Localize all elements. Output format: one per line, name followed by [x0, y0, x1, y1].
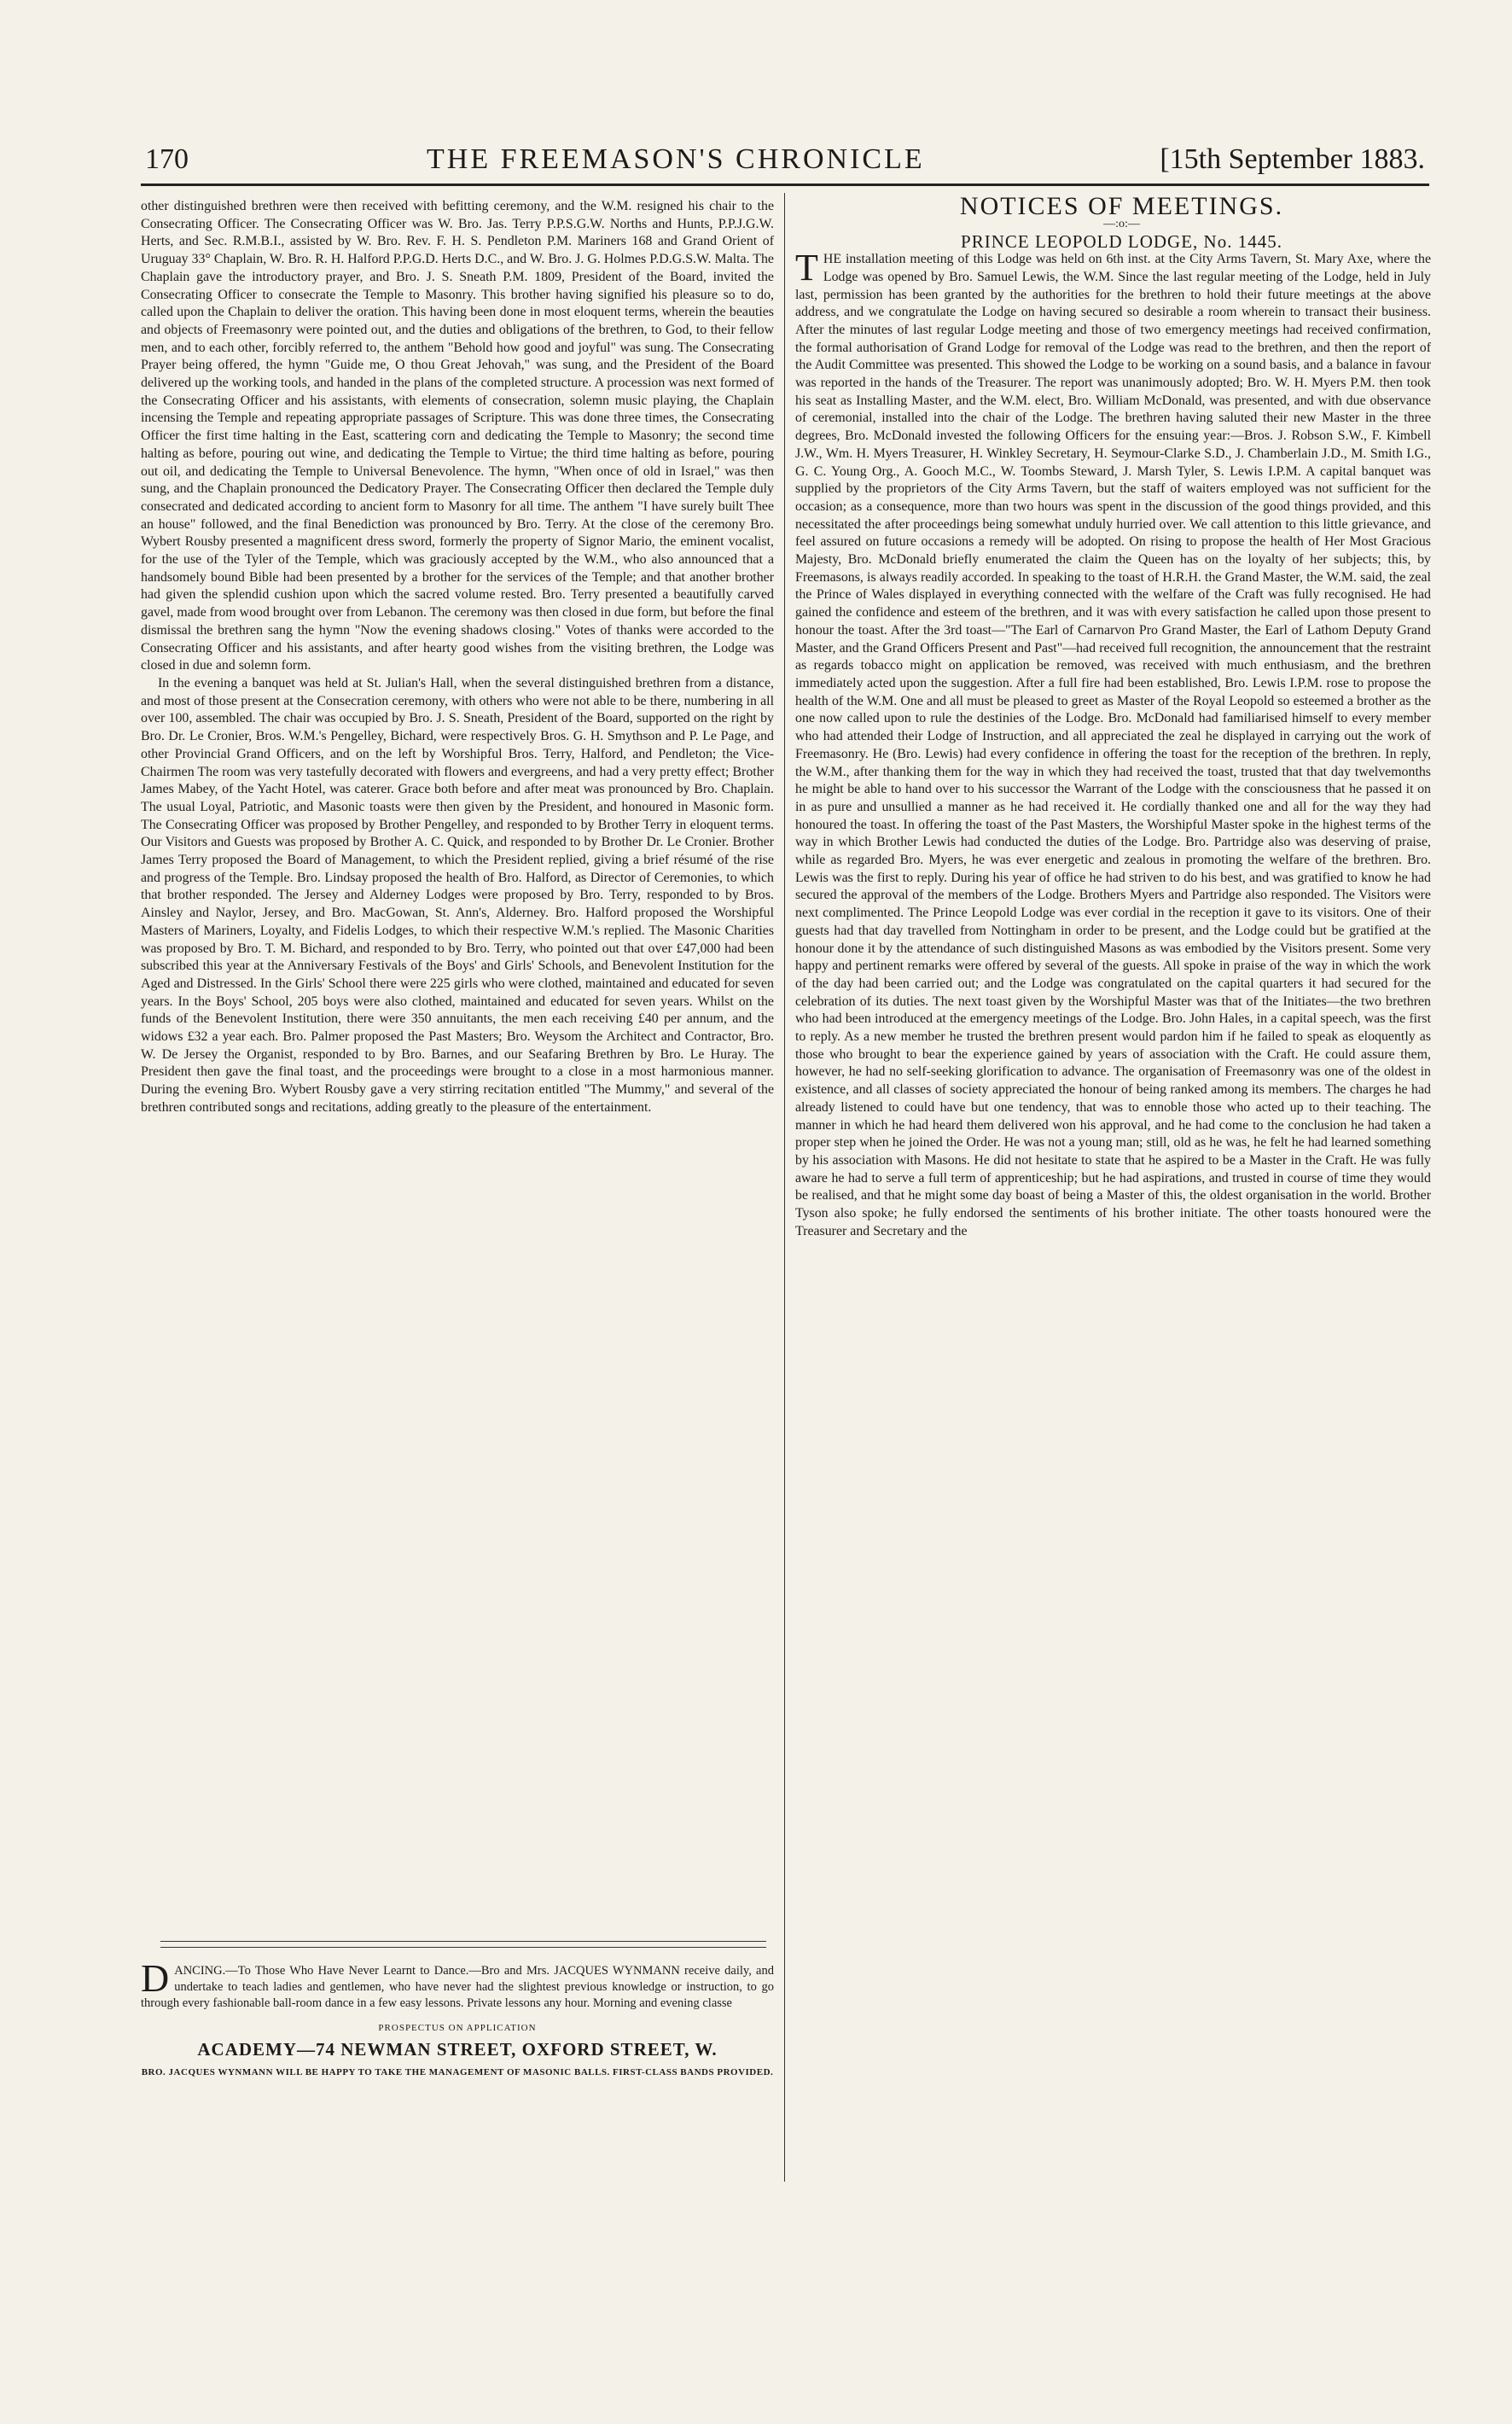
column-divider: [784, 193, 785, 2182]
issue-date: [15th September 1883.: [1160, 143, 1425, 175]
advert-drop-letter: D: [141, 1956, 170, 2000]
report-text: HE installation meeting of this Lodge was held on 6th inst. at the City Arms Tavern, St. Mary Axe, where the Lodge was opened by Bro. Samuel Lewis, the W.M. Since the last regular meeting of the Lodge, held in July last, permission has been granted by the authorities for the brethren to hold their future meetings at the above address, and we congratulate the Lodge on having secured so desirable a room wherein to transact their business. After the minutes of last regular Lodge meeting and those of two emergency meetings had received confirmation, the formal authorisation of Grand Lodge for removal of the Lodge was read to the brethren, and then the report of the Audit Committee was presented. This showed the Lodge to be working on a sound basis, and a balance in favour was reported in the hands of the Treasurer. The report was unanimously adopted; Bro. W. H. Myers P.M. then took his seat as Installing Master, and the W.M. elect, Bro. William McDonald, was presented, and with due observance of ceremonial, installed into the chair of the Lodge. The brethren having saluted their new Master in the three degrees, Bro. McDonald invested the following Officers for the ensuing year:—Bros. J. Robson S.W., F. Kimbell J.W., Wm. H. Myers Treasurer, H. Winkley Secretary, H. Seymour-Clarke S.D., J. Chamberlain J.D., M. Smith I.G., G. C. Young Org., A. Gooch M.C., W. Toombs Steward, J. Marsh Tyler, S. Lewis I.P.M. A capital banquet was supplied by the proprietors of the City Arms Tavern, but the staff of waiters employed was not sufficient for the occasion; as a consequence, more than two hours was spent in the discussion of the good things provided, and this necessitated the after proceedings being somewhat unduly hurried over. We call attention to this little grievance, and feel assured on future occasions a remedy will be adopted. On rising to propose the health of Her Most Gracious Majesty, Bro. McDonald briefly enumerated the claim the Queen has on the loyalty of her subjects; this, by Freemasons, is always readily accorded. In speaking to the toast of H.R.H. the Grand Master, the W.M. said, the zeal the Prince of Wales displayed in everything connected with the welfare of the Craft was fully recognised. He had gained the confidence and esteem of the brethren, and it was with every satisfaction he called upon those present to honour the toast. After the 3rd toast—"The Earl of Carnarvon Pro Grand Master, the Earl of Lathom Deputy Grand Master, and the Grand Officers Present and Past"—had received full recognition, the announcement that the restraint as regards tobacco might on application be removed, was received with much enthusiasm, and the brethren immediately acted upon the suggestion. After a full fire had been established, Bro. Lewis I.P.M. rose to propose the health of the W.M. One and all must be pleased to greet as Master of the Royal Leopold so esteemed a brother as the one now called upon to rule the destinies of the Lodge. Bro. McDonald had familiarised himself to every member who had attended their Lodge of Instruction, and all appreciated the zeal he displayed in carrying out the work of Freemasonry. He (Bro. Lewis) had every confidence in offering the toast for the reception of the brethren. In reply, the W.M., after thanking them for the way in which they had received the toast, trusted that that day twelvemonths he might be able to hand over to his successor the Warrant of the Lodge with the consciousness that he passed it on in as pure and unsullied a manner as he had received it. He cordially thanked one and all for the way they had honoured the toast. In offering the toast of the Past Masters, the Worshipful Master spoke in the highest terms of the way in which Brother Lewis had conducted the duties of the Lodge. Bro. Partridge also was deserving of praise, while as regarded Bro. Myers, he was ever energetic and zealous in promoting the welfare of the brethren. Bro. Lewis was the first to reply. During his year of office he had striven to do his best, and was gratified to know he had secured the approval of the members of the Lodge. Brothers Myers and Partridge also responded. The Visitors were next complimented. The Prince Leopold Lodge was ever cordial in the reception it gave to its visitors. One of their guests had that day travelled from Nottingham in order to be present, and the Lodge could but be gratified at the honour done it by the attendance of such distinguished Masons as was embodied by the Visitors present. Some very happy and pertinent remarks were offered by several of the guests. All spoke in praise of the way in which the work of the day had been carried out; and the Lodge was congratulated on the capital quarters it had secured for the celebration of its duties. The next toast given by the Worshipful Master was that of the Initiates—the two brethren who had been introduced at the emergency meetings of the Lodge. Bro. John Hales, in a capital speech, was the first to reply. As a new member he trusted the brethren present would pardon him if he failed to speak as eloquently as those who brought to bear the experience gained by years of association with the Craft. He could assure them, however, he had no self-seeking glorification to advance. The organisation of Freemasonry was one of the oldest in existence, and all classes of society appreciated the honour of being ranked among its members. The charges he had already listened to could have but one tendency, that was to ennoble those who acted up to their teaching. The manner in which he had heard them delivered won his approval, and he had come to the conclusion he had taken a proper step when he joined the Order. He was not a young man; still, old as he was, he felt he had learned something by his association with Masons. He did not hesitate to state that he aspired to be a Master in the Craft. He was fully aware he had to serve a full term of apprenticeship; but he had aspirations, and trusted in course of time they would be realised, and that he might some day boast of being a Master of this, the oldest organisation in the world. Brother Tyson also spoke; he fully endorsed the sentiments of his brother initiate. The other toasts honoured were the Treasurer and Secretary and the: [795, 252, 1431, 1238]
section-title: NOTICES OF MEETINGS.: [959, 192, 1284, 220]
advert-academy: ACADEMY—74 NEWMAN STREET, OXFORD STREET, W.: [197, 2039, 718, 2060]
advert-body: ANCING.—To Those Who Have Never Learnt to Dance.—Bro and Mrs. JACQUES WYNMANN receive daily, and undertake to teach ladies and gentlemen, who have never had the slightest previous knowledge or instruction, to go through every fashionable ball-room dance in a few easy lessons. Private lessons any hour. Morning and evening classe: [141, 1964, 774, 2010]
publication-title: THE FREEMASON'S CHRONICLE: [427, 143, 925, 175]
advert-footer: BRO. JACQUES WYNMANN WILL BE HAPPY TO TAKE THE MANAGEMENT OF MASONIC BALLS. FIRST-CLASS BANDS PROVIDED.: [141, 2067, 774, 2077]
lodge-title: PRINCE LEOPOLD LODGE, No. 1445.: [961, 231, 1282, 253]
article-paragraph: In the evening a banquet was held at St. Julian's Hall, when the several distinguished brethren from a distance, and most of those present at the Consecration ceremony, with others who were not able to be there, numbering in all over 100, assembled. The chair was occupied by Bro. J. S. Sneath, President of the Board, supported on the right by Bro. Dr. Le Cronier, Bros. W.M.'s Pengelley, Bichard, were respectively Bros. G. H. Smythson and P. Le Page, and other Provincial Grand Officers, and on the left by Worshipful Bros. Terry, Halford, and Pendleton; the Vice-Chairmen The room was very tastefully decorated with flowers and evergreens, and had a very pretty effect; Brother James Mabey, of the Yacht Hotel, was caterer. Grace both before and after meat was pronounced by Bro. Chaplain. The usual Loyal, Patriotic, and Masonic toasts were then given by the President, and honoured in Masonic form. The Consecrating Officer was proposed by Brother Pengelley, and responded to by Brother Terry in eloquent terms. Our Visitors and Guests was proposed by Brother A. C. Quick, and responded to by Brother Dr. Le Cronier. Brother James Terry proposed the Board of Management, to which the President replied, giving a brief résumé of the rise and progress of the Temple. Bro. Lindsay proposed the health of Bro. Halford, as Director of Ceremonies, to which that brother responded. The Jersey and Alderney Lodges were proposed by Bro. Terry, responded to by Bros. Ainsley and Naylor, Jersey, and Bro. MacGowan, St. Ann's, Alderney. Bro. Halford proposed the Worshipful Masters of Mariners, Loyalty, and Fidelis Lodges, to which their respective W.M.'s replied. The Masonic Charities was proposed by Bro. T. M. Bichard, and responded to by Bro. Terry, who pointed out that over £47,000 had been subscribed this year at the Anniversary Festivals of the Boys' and Girls' Schools, and Benevolent Institution for the Aged and Distressed. In the Girls' School there were 225 girls who were clothed, maintained and educated for seven years. In the Boys' School, 205 boys were also clothed, maintained and educated for seven years. Whilst on the funds of the Benevolent Institution, there were 350 annuitants, the men each receiving £40 per annum, and the widows £32 a year each. Bro. Palmer proposed the Past Masters; Bro. Weysom the Architect and Contractor, Bro. W. De Jersey the Organist, responded to by Bro. Barnes, and our Seafaring Brethren by Bro. Le Huray. The President then gave the final toast, and the proceedings were brought to a close in a most harmonious manner. During the evening Bro. Wybert Rousby gave a very stirring recitation entitled "The Mummy," and several of the brethren contributed songs and recitations, adding greatly to the pleasure of the entertainment.: [141, 675, 774, 1115]
page-number: 170: [145, 143, 189, 175]
dancing-advertisement: [141, 1956, 774, 2081]
advert-rule: [160, 1941, 766, 1948]
left-column: [141, 198, 774, 1905]
right-column: [795, 192, 1431, 2383]
lodge-report: [795, 247, 1431, 1240]
page-header: [145, 143, 1425, 178]
article-paragraph: other distinguished brethren were then received with befitting ceremony, and the W.M. resigned his chair to the Consecrating Officer. The Consecrating Officer was W. Bro. Jas. Terry P.P.S.G.W. Norths and Hunts, P.P.J.G.W. Herts, and Sec. R.M.B.I., assisted by W. Bro. Rev. F. H. S. Pendleton P.M. Mariners 168 and Grand Orient of Uruguay 33° Chaplain, W. Bro. R. H. Halford P.P.G.D. Herts D.C., and W. Bro. J. G. Holmes P.D.G.S.W. Malta. The Chaplain gave the introductory prayer, and Bro. J. S. Sneath P.M. 1809, President of the Board, invited the Consecrating Officer to consecrate the Temple to Masonry. This brother having signified his pleasure so to do, called upon the Chaplain to deliver the oration. This having been done in most eloquent terms, wherein the beauties and objects of Freemasonry were pointed out, and the duties and obligations of the brethren, to God, to their fellow men, and to each other, forcibly referred to, the anthem "Behold how good and joyful" was sung. The Consecrating Prayer being offered, the hymn "Guide me, O thou Great Jehovah," was sung, and the President of the Board delivered up the working tools, and handed in the plans of the completed structure. A procession was next formed of the Consecrating Officer and his assistants, with elements of consecration, solemn music playing, the Chaplain incensing the Temple and repeating appropriate passages of Scripture. This was done three times, the Consecrating Officer the first time halting in the East, scattering corn and dedicating the Temple to Masonry; the second time halting as before, pouring out wine, and dedicating the Temple to Virtue; the third time halting as before, pouring out oil, and dedicating the Temple to Universal Benevolence. The hymn, "When once of old in Israel," was then sung, and the Chaplain pronounced the Dedicatory Prayer. The Consecrating Officer then declared the Temple duly consecrated and dedicated according to ancient form to Masonry for all time. The anthem "I have surely built Thee an house" followed, and the final Benediction was pronounced by Bro. Terry. At the close of the ceremony Bro. Wybert Rousby presented a magnificent dress sword, formerly the property of Signor Mario, the eminent vocalist, for the use of the Tyler of the Temple, which was graciously accepted by the W.M., who also announced that a handsomely bound Bible had been presented by a brother for the services of the Temple; and that another brother had given the splendid cushion upon which the sacred volume rested. Bro. Terry presented a beautifully carved gavel, made from wood brought over from Lebanon. The ceremony was then closed in due form, but before the final dismissal the brethren sang the hymn "Now the evening shadows closing." Votes of thanks were accorded to the Consecrating Officer and his assistants, and after hearty good wishes from the visiting brethren, the Lodge was closed in due and solemn form.: [141, 199, 774, 673]
advert-prospectus: PROSPECTUS ON APPLICATION: [378, 2023, 537, 2033]
section-separator: —:o:—: [1103, 217, 1140, 230]
header-rule: [141, 184, 1429, 186]
drop-letter: T: [795, 247, 818, 289]
